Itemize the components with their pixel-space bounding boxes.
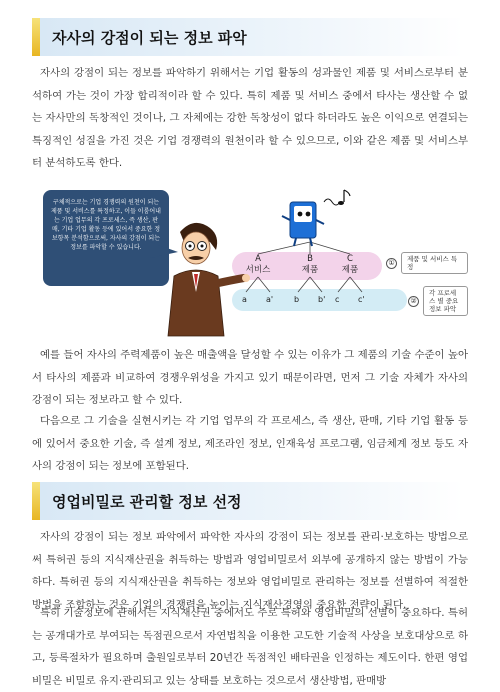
presenter-character-icon xyxy=(168,223,250,336)
sub-node-a-prime: a' xyxy=(266,295,274,304)
section-title-trade-secret: 영업비밀로 관리할 정보 선정 xyxy=(52,492,242,511)
sub-node-c-prime: c' xyxy=(358,295,365,304)
tag-number: ① xyxy=(386,258,397,269)
tag-process-info xyxy=(408,286,468,316)
book-character-icon xyxy=(282,202,324,246)
speech-bubble-tail xyxy=(150,242,178,258)
paragraph-example: 예를 들어 자사의 주력제품이 높은 매출액을 달성할 수 있는 이유가 그 제품의 기술 수준이 높아서 타사의 제품과 비교하여 경쟁우위성을 가지고 있기 때문이라면, 먼저 그 기술 자체가 자사의 강점이 되는 정보라고 할 수 있다. xyxy=(32,349,468,406)
speech-bubble-text: 구체적으로는 기업 경쟁력의 원천이 되는 제품 및 서비스를 특정하고, 이들 이룸어내는 기업 업무의 각 프로세스, 즉 생산, 판매, 기타 기업 활동 등에 있어서 중요한 정보항목 분석함으로써, 자사의 강점이 되는 정보를 파악할 수 있습니다. xyxy=(51,199,161,251)
paragraph-strengths-intro: 자사의 강점이 되는 정보를 파악하기 위해서는 기업 활동의 성과물인 제품 및 서비스로부터 분석하여 가는 것이 가장 합리적이라 할 수 있다. 특히 제품 및 서비스 중에서 타사는 생산할 수 없는 자사만의 독창적인 것이나, 그 자체에는 강한 독창성이 없다 하더라도 높은 이익으로 연결되는 특징적인 성질을 가진 것은 기업 경쟁력의 원천이라 할 수 있으므로, 이와 같은 제품 및 서비스부터 분석하도록 한다. xyxy=(32,67,468,169)
node-c-label: 제품 xyxy=(341,265,359,275)
sub-node-c: c xyxy=(335,295,340,304)
tag-number: ② xyxy=(408,296,419,307)
node-b: B xyxy=(307,254,313,264)
node-a: A xyxy=(255,254,261,264)
node-b-label: 제품 xyxy=(301,265,319,275)
node-c: C xyxy=(347,254,353,264)
paragraph-trade-secret-2: 특히 기술정보에 관해서는 지식재산권 중에서도 주로 특허와 영업비밀의 선별이 중요하다. 특허는 공개대가로 부여되는 독점권으로서 자연법칙을 이용한 고도한 기술적 사상을 보호대상으로 하고, 등록절차가 필요하며 출원일로부터 20년간 독점적인 배타권을 인정하는 제도이다. 한편 영업비밀은 비밀로 유지·관리되고 있는 상태를 보호하는 것으로서 생산방법, 판매방 xyxy=(32,607,468,687)
section-header-strengths xyxy=(32,18,464,56)
section-header-trade-secret xyxy=(32,482,464,520)
tag-product-identify xyxy=(386,252,468,274)
illustration-process-diagram xyxy=(32,172,468,350)
section-title-strengths: 자사의 강점이 되는 정보 파악 xyxy=(52,28,247,47)
header-accent-bar xyxy=(32,18,40,56)
node-a-label: 서비스 xyxy=(245,265,271,275)
speech-bubble xyxy=(43,190,169,286)
music-note-icon xyxy=(324,190,350,205)
sub-node-b-prime: b' xyxy=(318,295,326,304)
paragraph-process: 다음으로 그 기술을 실현시키는 각 기업 업무의 각 프로세스, 즉 생산, 판매, 기타 기업 활동 등에 있어서 중요한 기술, 즉 설계 정보, 제조라인 정보, 인재육성 프로그램, 임금체계 정보 등도 자사의 강점이 되는 정보에 포함된다. xyxy=(32,415,468,472)
tag-text: 제품 및 서비스 특정 xyxy=(401,252,468,274)
sub-node-b: b xyxy=(294,295,300,304)
header-accent-bar xyxy=(32,482,40,520)
paragraph-trade-secret-1: 자사의 강점이 되는 정보 파악에서 파악한 자사의 강점이 되는 정보를 관리·보호하는 방법으로써 특허권 등의 지식재산권을 취득하는 방법과 영업비밀로서 외부에 공개하지 않는 방법이 가능하다. 특허권 등의 지식재산권을 취득하는 정보와 영업비밀로 관리하는 정보를 선별하여 적절한 방법을 조합하는 것은 기업의 경쟁력을 높이는 지식재산경영의 중요한 전략이 된다. xyxy=(32,531,468,611)
sub-node-a: a xyxy=(242,295,247,304)
tag-text: 각 프로세스 별 중요 정보 파악 xyxy=(423,286,468,316)
